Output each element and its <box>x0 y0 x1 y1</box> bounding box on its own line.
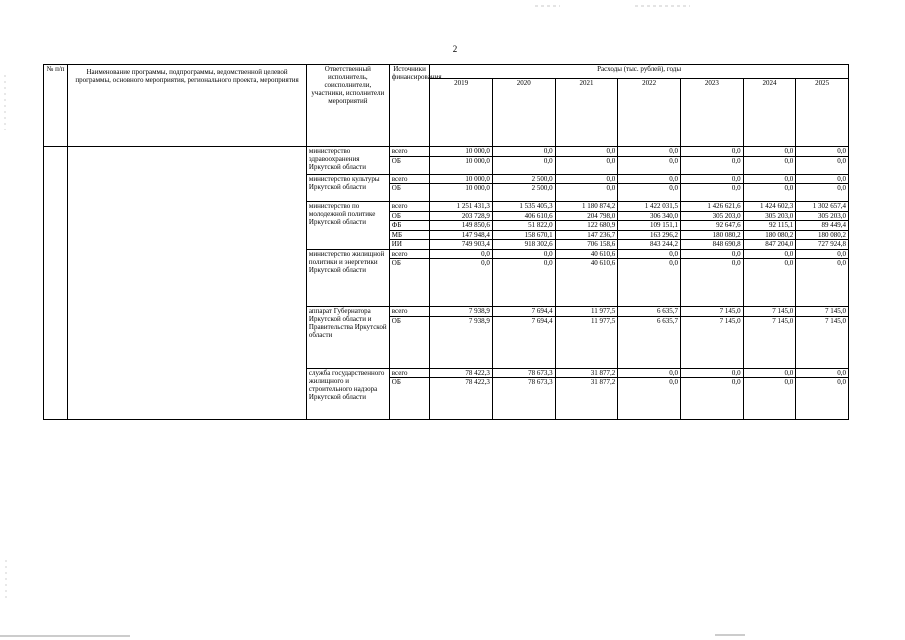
amount-cell: 7 145,0 <box>796 307 849 317</box>
amount-cell: 727 924,8 <box>796 240 849 250</box>
header-year: 2019 <box>430 79 493 147</box>
amount-cell: 0,0 <box>680 147 743 157</box>
amount-cell: 0,0 <box>680 378 743 420</box>
expenses-table <box>43 64 849 420</box>
funding-source-cell: всего <box>389 202 429 212</box>
header-year: 2020 <box>492 79 555 147</box>
amount-cell: 6 635,7 <box>618 307 681 317</box>
amount-cell: 0,0 <box>618 249 681 259</box>
amount-cell: 0,0 <box>618 174 681 184</box>
table-row <box>44 147 849 157</box>
funding-source-cell: всего <box>389 174 429 184</box>
header-year: 2021 <box>555 79 618 147</box>
amount-cell: 31 877,2 <box>555 368 618 378</box>
amount-cell: 843 244,2 <box>618 240 681 250</box>
executor-cell: министерство культуры Иркутской области <box>306 174 389 202</box>
amount-cell: 305 203,0 <box>680 211 743 221</box>
amount-cell: 180 080,2 <box>743 230 796 240</box>
amount-cell: 1 302 657,4 <box>796 202 849 212</box>
amount-cell: 0,0 <box>796 378 849 420</box>
amount-cell: 0,0 <box>796 184 849 202</box>
amount-cell: 51 822,0 <box>492 221 555 231</box>
funding-source-cell: ОБ <box>389 316 429 368</box>
header-year: 2022 <box>618 79 681 147</box>
amount-cell: 0,0 <box>743 259 796 307</box>
amount-cell: 706 158,6 <box>555 240 618 250</box>
amount-cell: 848 690,8 <box>680 240 743 250</box>
amount-cell: 0,0 <box>796 156 849 174</box>
amount-cell: 7 145,0 <box>680 316 743 368</box>
amount-cell: 204 798,0 <box>555 211 618 221</box>
amount-cell: 180 080,2 <box>680 230 743 240</box>
amount-cell: 406 610,6 <box>492 211 555 221</box>
amount-cell: 180 080,2 <box>796 230 849 240</box>
amount-cell: 2 500,0 <box>492 174 555 184</box>
amount-cell: 7 938,9 <box>430 316 493 368</box>
amount-cell: 0,0 <box>618 259 681 307</box>
amount-cell: 7 694,4 <box>492 307 555 317</box>
amount-cell: 0,0 <box>680 184 743 202</box>
amount-cell: 10 000,0 <box>430 184 493 202</box>
amount-cell: 0,0 <box>680 174 743 184</box>
amount-cell: 0,0 <box>555 156 618 174</box>
amount-cell: 158 670,1 <box>492 230 555 240</box>
funding-source-cell: всего <box>389 147 429 157</box>
amount-cell: 40 610,6 <box>555 249 618 259</box>
amount-cell: 7 694,4 <box>492 316 555 368</box>
amount-cell: 0,0 <box>743 378 796 420</box>
amount-cell: 0,0 <box>743 184 796 202</box>
amount-cell: 0,0 <box>796 249 849 259</box>
funding-source-cell: ИИ <box>389 240 429 250</box>
amount-cell: 109 151,1 <box>618 221 681 231</box>
amount-cell: 203 728,9 <box>430 211 493 221</box>
funding-source-cell: ОБ <box>389 184 429 202</box>
amount-cell: 1 535 405,3 <box>492 202 555 212</box>
header-responsible: Ответственный исполнитель, соисполнители, участники, исполнители мероприятий <box>306 65 389 147</box>
table-body <box>44 147 849 420</box>
funding-source-cell: ОБ <box>389 259 429 307</box>
amount-cell: 10 000,0 <box>430 147 493 157</box>
amount-cell: 1 424 602,3 <box>743 202 796 212</box>
amount-cell: 10 000,0 <box>430 156 493 174</box>
amount-cell: 0,0 <box>680 259 743 307</box>
funding-source-cell: ОБ <box>389 378 429 420</box>
row-number-cell <box>44 147 68 420</box>
amount-cell: 1 422 031,5 <box>618 202 681 212</box>
amount-cell: 305 203,0 <box>743 211 796 221</box>
amount-cell: 0,0 <box>796 259 849 307</box>
executor-cell: министерство по молодежной политике Иркутской области <box>306 202 389 250</box>
amount-cell: 0,0 <box>430 259 493 307</box>
amount-cell: 163 296,2 <box>618 230 681 240</box>
executor-cell: аппарат Губернатора Иркутской области и Правительства Иркутской области <box>306 307 389 369</box>
amount-cell: 122 680,9 <box>555 221 618 231</box>
funding-source-cell: ФБ <box>389 221 429 231</box>
amount-cell: 7 145,0 <box>743 316 796 368</box>
amount-cell: 10 000,0 <box>430 174 493 184</box>
amount-cell: 305 203,0 <box>796 211 849 221</box>
amount-cell: 1 251 431,3 <box>430 202 493 212</box>
amount-cell: 7 145,0 <box>680 307 743 317</box>
amount-cell: 918 302,6 <box>492 240 555 250</box>
amount-cell: 0,0 <box>618 368 681 378</box>
amount-cell: 0,0 <box>492 259 555 307</box>
amount-cell: 78 673,3 <box>492 368 555 378</box>
header-source: Источники финансирования <box>389 65 429 147</box>
amount-cell: 0,0 <box>492 147 555 157</box>
funding-source-cell: всего <box>389 249 429 259</box>
amount-cell: 847 204,0 <box>743 240 796 250</box>
header-number: № п/п <box>44 65 68 147</box>
amount-cell: 0,0 <box>743 156 796 174</box>
amount-cell: 7 145,0 <box>796 316 849 368</box>
amount-cell: 0,0 <box>743 174 796 184</box>
amount-cell: 7 145,0 <box>743 307 796 317</box>
page-number: 2 <box>452 44 458 54</box>
amount-cell: 0,0 <box>743 249 796 259</box>
amount-cell: 749 903,4 <box>430 240 493 250</box>
funding-source-cell: ОБ <box>389 211 429 221</box>
amount-cell: 40 610,6 <box>555 259 618 307</box>
funding-source-cell: всего <box>389 368 429 378</box>
amount-cell: 31 877,2 <box>555 378 618 420</box>
amount-cell: 0,0 <box>796 147 849 157</box>
amount-cell: 92 647,6 <box>680 221 743 231</box>
amount-cell: 0,0 <box>430 249 493 259</box>
amount-cell: 1 180 874,2 <box>555 202 618 212</box>
amount-cell: 147 236,7 <box>555 230 618 240</box>
header-year: 2024 <box>743 79 796 147</box>
amount-cell: 0,0 <box>680 249 743 259</box>
amount-cell: 0,0 <box>743 147 796 157</box>
amount-cell: 7 938,9 <box>430 307 493 317</box>
executor-cell: служба государственного жилищного и строительного надзора Иркутской области <box>306 368 389 420</box>
amount-cell: 0,0 <box>492 249 555 259</box>
amount-cell: 0,0 <box>555 174 618 184</box>
amount-cell: 89 449,4 <box>796 221 849 231</box>
amount-cell: 2 500,0 <box>492 184 555 202</box>
header-name: Наименование программы, подпрограммы, ведомственной целевой программы, основного мероприятия, регионального проекта, мероприятия <box>68 65 307 147</box>
amount-cell: 6 635,7 <box>618 316 681 368</box>
amount-cell: 0,0 <box>743 368 796 378</box>
amount-cell: 78 422,3 <box>430 378 493 420</box>
amount-cell: 0,0 <box>618 147 681 157</box>
amount-cell: 78 422,3 <box>430 368 493 378</box>
amount-cell: 147 948,4 <box>430 230 493 240</box>
amount-cell: 0,0 <box>555 147 618 157</box>
funding-source-cell: всего <box>389 307 429 317</box>
amount-cell: 0,0 <box>492 156 555 174</box>
executor-cell: министерство здравоохранения Иркутской области <box>306 147 389 175</box>
amount-cell: 0,0 <box>618 184 681 202</box>
amount-cell: 92 115,1 <box>743 221 796 231</box>
amount-cell: 149 850,6 <box>430 221 493 231</box>
amount-cell: 306 340,0 <box>618 211 681 221</box>
program-name-cell <box>68 147 307 420</box>
amount-cell: 0,0 <box>796 174 849 184</box>
amount-cell: 0,0 <box>796 368 849 378</box>
funding-source-cell: ОБ <box>389 156 429 174</box>
amount-cell: 0,0 <box>618 378 681 420</box>
executor-cell: министерство жилищной политики и энергетики Иркутской области <box>306 249 389 307</box>
amount-cell: 0,0 <box>680 368 743 378</box>
funding-source-cell: МБ <box>389 230 429 240</box>
amount-cell: 1 426 621,6 <box>680 202 743 212</box>
amount-cell: 78 673,3 <box>492 378 555 420</box>
header-year: 2023 <box>680 79 743 147</box>
amount-cell: 0,0 <box>680 156 743 174</box>
amount-cell: 11 977,5 <box>555 307 618 317</box>
amount-cell: 11 977,5 <box>555 316 618 368</box>
header-year: 2025 <box>796 79 849 147</box>
header-expenses: Расходы (тыс. рублей), годы <box>430 65 849 79</box>
amount-cell: 0,0 <box>555 184 618 202</box>
amount-cell: 0,0 <box>618 156 681 174</box>
